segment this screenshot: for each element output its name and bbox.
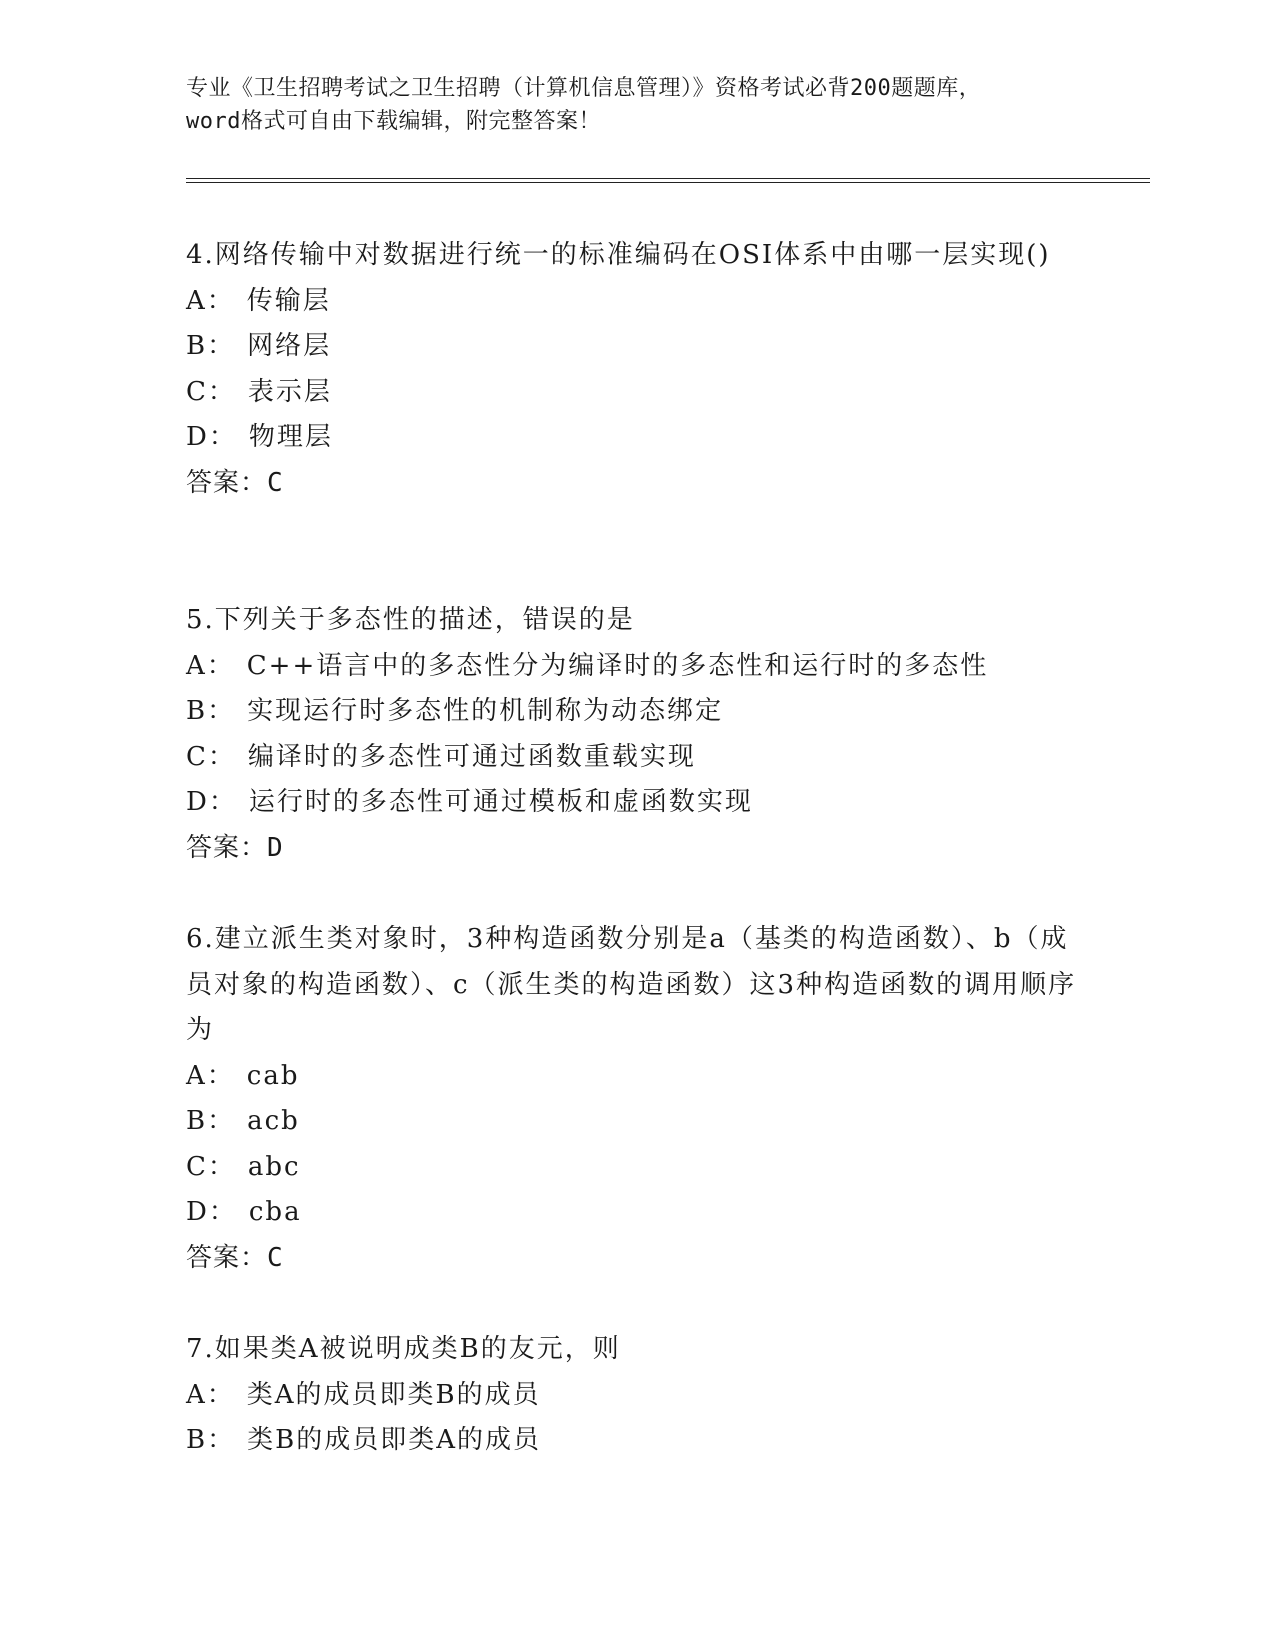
option-c bbox=[186, 370, 1086, 416]
answer-line: 答案：C bbox=[186, 1242, 284, 1273]
option-a bbox=[186, 644, 1086, 690]
option-text: 表示层 bbox=[247, 376, 332, 407]
option-c bbox=[186, 1145, 1086, 1191]
option-letter: B： bbox=[186, 331, 236, 361]
option-text: cba bbox=[248, 1197, 302, 1227]
option-text: abc bbox=[247, 1151, 301, 1182]
option-letter: D： bbox=[186, 787, 237, 817]
option-letter: C： bbox=[186, 376, 236, 407]
header-divider-bottom bbox=[186, 182, 1150, 183]
option-b bbox=[186, 324, 1086, 370]
option-letter: B： bbox=[186, 696, 236, 726]
option-text: 类B的成员即类A的成员 bbox=[247, 1425, 541, 1455]
option-letter: A： bbox=[186, 1379, 235, 1410]
option-letter: C： bbox=[186, 741, 236, 772]
option-text: C++语言中的多态性分为编译时的多态性和运行时的多态性 bbox=[246, 650, 989, 681]
option-text: acb bbox=[247, 1106, 300, 1136]
answer-line: 答案：D bbox=[186, 832, 284, 863]
option-d bbox=[186, 1190, 1086, 1236]
option-text: 物理层 bbox=[248, 422, 333, 452]
option-b bbox=[186, 1099, 1086, 1145]
option-letter: A： bbox=[186, 650, 235, 681]
question-6 bbox=[186, 917, 1086, 1281]
option-letter: A： bbox=[186, 1060, 235, 1091]
option-text: 实现运行时多态性的机制称为动态绑定 bbox=[247, 696, 724, 726]
header-divider-top bbox=[186, 178, 1150, 179]
option-letter: D： bbox=[186, 422, 237, 452]
option-a bbox=[186, 1054, 1086, 1100]
option-text: 运行时的多态性可通过模板和虚函数实现 bbox=[248, 787, 753, 817]
option-c bbox=[186, 735, 1086, 781]
answer-line: 答案：C bbox=[186, 467, 284, 498]
option-text: 传输层 bbox=[246, 285, 331, 316]
option-letter: A： bbox=[186, 285, 235, 316]
question-stem: 6.建立派生类对象时，3种构造函数分别是a（基类的构造函数）、b（成员对象的构造函数）、c（派生类的构造函数）这3种构造函数的调用顺序为 bbox=[186, 924, 1077, 1045]
option-text: cab bbox=[246, 1060, 300, 1091]
option-text: 网络层 bbox=[247, 331, 332, 361]
option-letter: C： bbox=[186, 1151, 236, 1182]
option-d bbox=[186, 780, 1086, 826]
question-stem: 4.网络传输中对数据进行统一的标准编码在OSI体系中由哪一层实现() bbox=[186, 240, 1051, 270]
option-a bbox=[186, 279, 1086, 325]
question-stem: 5.下列关于多态性的描述，错误的是 bbox=[186, 605, 635, 635]
option-d bbox=[186, 415, 1086, 461]
question-5 bbox=[186, 598, 1086, 871]
question-7 bbox=[186, 1327, 1086, 1464]
option-text: 编译时的多态性可通过函数重载实现 bbox=[247, 741, 696, 772]
option-letter: D： bbox=[186, 1197, 237, 1227]
option-letter: B： bbox=[186, 1106, 236, 1136]
question-4 bbox=[186, 233, 1086, 506]
option-a bbox=[186, 1373, 1086, 1419]
option-b bbox=[186, 1418, 1086, 1464]
option-text: 类A的成员即类B的成员 bbox=[246, 1379, 541, 1410]
document-header bbox=[186, 72, 1086, 138]
option-letter: B： bbox=[186, 1425, 236, 1455]
header-title-line-2: word格式可自由下载编辑，附完整答案！ bbox=[186, 109, 601, 134]
question-stem: 7.如果类A被说明成类B的友元，则 bbox=[186, 1334, 621, 1364]
option-b bbox=[186, 689, 1086, 735]
header-title-line-1: 专业《卫生招聘考试之卫生招聘（计算机信息管理）》资格考试必背200题题库， bbox=[186, 76, 982, 101]
